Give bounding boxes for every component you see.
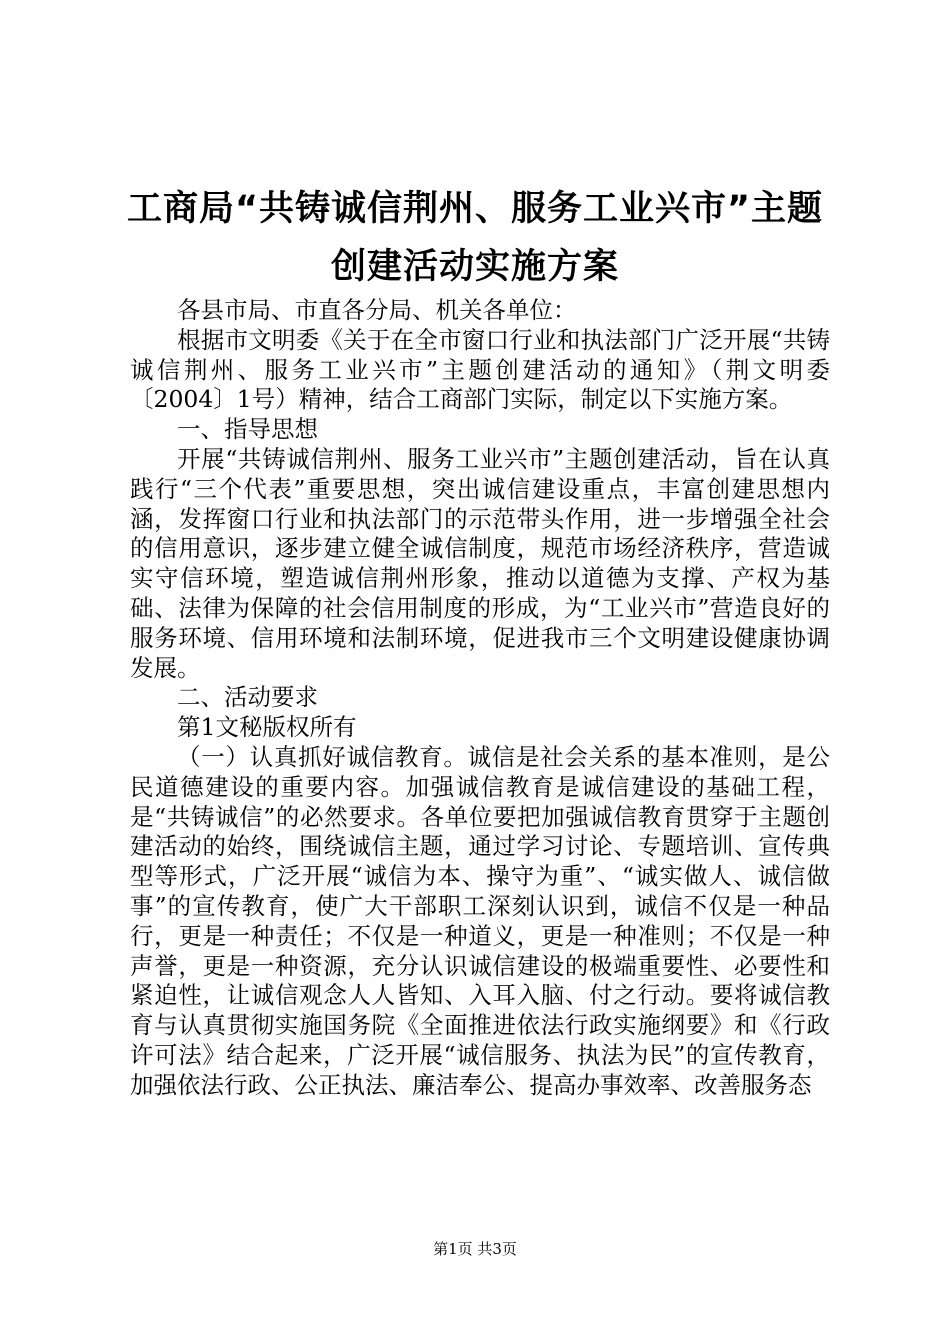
requirement-paragraph-1: （一）认真抓好诚信教育。诚信是社会关系的基本准则，是公民道德建设的重要内容。加强诚信教育是诚信建设的基础工程，是“共铸诚信”的必然要求。各单位要把加强诚信教育贯穿于主题创建活动的始终，围绕诚信主题，通过学习讨论、专题培训、宣传典型等形式，广泛开展“诚信为本、操守为重”、“诚实做人、诚信做事”的宣传教育，使广大干部职工深刻认识到，诚信不仅是一种品行，更是一种责任；不仅是一种道义，更是一种准则；不仅是一种声誉，更是一种资源，充分认识诚信建设的极端重要性、必要性和紧迫性，让诚信观念人人皆知、入耳入脑、付之行动。要将诚信教育与认真贯彻实施国务院《全面推进依法行政实施纲要》和《行政许可法》结合起来，广泛开展“诚信服务、执法为民”的宣传教育，加强依法行政、公正执法、廉洁奉公、提高办事效率、改善服务态 [130, 742, 830, 1099]
salutation: 各县市局、市直各分局、机关各单位： [177, 296, 577, 324]
document-title-line-2: 创建活动实施方案 [330, 247, 619, 287]
section-heading-guiding-thought: 一、指导思想 [177, 415, 318, 444]
page-footer: 第1页 共3页 [433, 1240, 517, 1258]
intro-paragraph: 根据市文明委《关于在全市窗口行业和执法部门广泛开展“共铸诚信荆州、服务工业兴市”主题创建活动的通知》（荆文明委〔2004〕1号）精神，结合工商部门实际，制定以下实施方案。 [130, 325, 830, 414]
document-body [130, 296, 830, 1101]
document-title-line-1: 工商局“共铸诚信荆州、服务工业兴市”主题 [126, 189, 823, 229]
guiding-thought-paragraph: 开展“共铸诚信荆州、服务工业兴市”主题创建活动，旨在认真践行“三个代表”重要思想，突出诚信建设重点，丰富创建思想内涵，发挥窗口行业和执法部门的示范带头作用，进一步增强全社会的信用意识，逐步建立健全诚信制度，规范市场经济秩序，营造诚实守信环境，塑造诚信荆州形象，推动以道德为支撑、产权为基础、法律为保障的社会信用制度的形成，为“工业兴市”营造良好的服务环境、信用环境和法制环境，促进我市三个文明建设健康协调发展。 [130, 444, 830, 682]
copyright-note: 第1文秘版权所有 [177, 713, 357, 742]
section-heading-activity-requirements: 二、活动要求 [177, 683, 318, 712]
